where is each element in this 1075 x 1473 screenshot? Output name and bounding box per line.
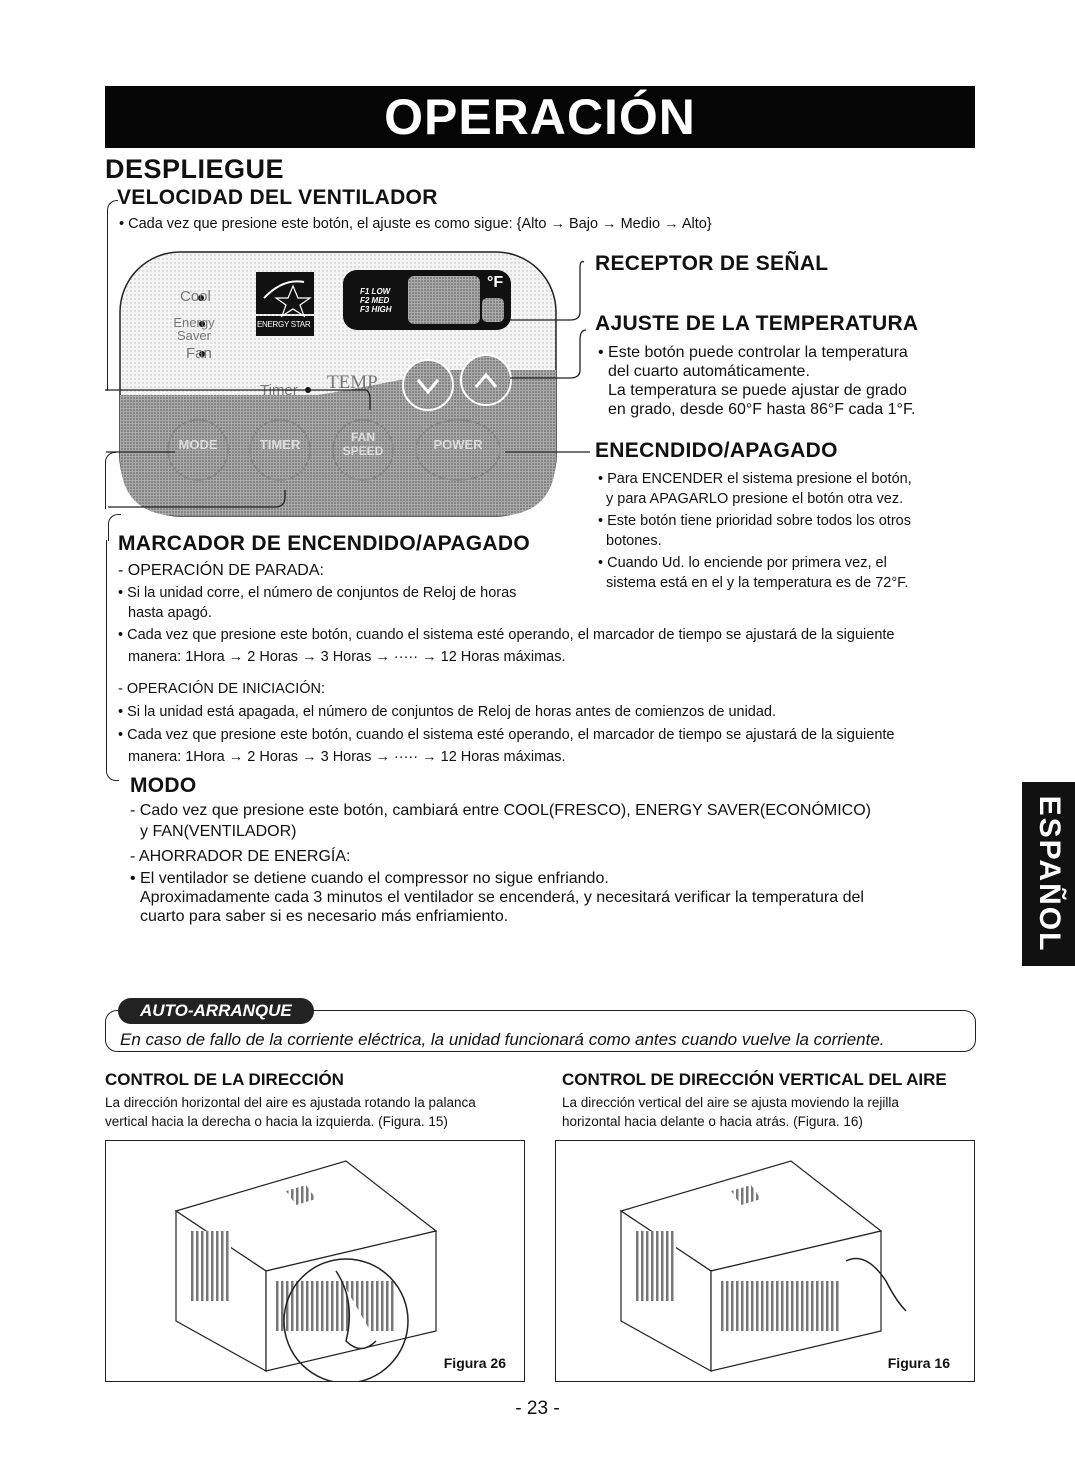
fan-level-med: F2 MED — [360, 296, 390, 305]
direction-v-l2: horizontal hacia delante o hacia atrás. (Figura. 16) — [562, 1114, 863, 1129]
mode-title: MODO — [130, 774, 197, 797]
fan-speed-title: VELOCIDAD DEL VENTILADOR — [117, 186, 438, 209]
timer-label: Timer — [260, 382, 298, 399]
ac-unit-illustration-h — [106, 1141, 524, 1381]
ac-unit-illustration-v — [556, 1141, 974, 1381]
temp-adjust-line3: La temperatura se puede ajustar de grado — [608, 382, 907, 399]
receptor-title: RECEPTOR DE SEÑAL — [595, 252, 829, 275]
timer-start-l2: • Cada vez que presione este botón, cuando el sistema esté operando, el marcador de tiempo se ajustará de la siguiente — [118, 727, 895, 743]
temp-adjust-line2: del cuarto automáticamente. — [608, 363, 810, 380]
indicator-energy-saver: Energy Saver — [173, 315, 215, 343]
mode-l2: y FAN(VENTILADOR) — [140, 823, 297, 840]
fan-level-high: F3 HIGH — [360, 305, 392, 314]
power-button[interactable]: POWER — [433, 437, 483, 452]
timer-stop-l1: • Si la unidad corre, el número de conjuntos de Reloj de horas — [118, 585, 517, 601]
figure-16-label: Figura 16 — [887, 1355, 950, 1371]
language-tab-label: ESPAÑOL — [1032, 795, 1066, 953]
mode-l1: - Cado vez que presione este botón, cambiará entre COOL(FRESCO), ENERGY SAVER(ECONÓMICO) — [130, 802, 871, 819]
temp-adjust-line4: en grado, desde 60°F hasta 86°F cada 1°F. — [608, 401, 916, 418]
timer-button[interactable]: TIMER — [259, 437, 301, 452]
power-line6: sistema está en el y la temperatura es de 72°F. — [606, 575, 909, 591]
mode-bracket — [106, 540, 119, 781]
timer-start-title: - OPERACIÓN DE INICIACIÓN: — [118, 681, 326, 697]
power-line4: botones. — [606, 533, 662, 549]
section-title: DESPLIEGUE — [105, 154, 285, 184]
timer-section-title: MARCADOR DE ENCENDIDO/APAGADO — [118, 532, 530, 555]
auto-restart-text: En caso de fallo de la corriente eléctrica, la unidad funcionará como antes cuando vuelve la corriente. — [120, 1030, 885, 1049]
mode-upper-bracket — [105, 452, 116, 509]
page-banner: OPERACIÓN — [105, 86, 975, 148]
fan-speed-button[interactable]: FAN SPEED — [342, 430, 384, 458]
degree-unit: °F — [487, 274, 504, 291]
direction-v-l1: La dirección vertical del aire se ajusta moviendo la rejilla — [562, 1095, 899, 1110]
temp-adjust-title: AJUSTE DE LA TEMPERATURA — [595, 312, 919, 335]
mode-l3: - AHORRADOR DE ENERGÍA: — [130, 848, 351, 865]
power-line3: • Este botón tiene prioridad sobre todos los otros — [598, 513, 911, 529]
power-line2: y para APAGARLO presione el botón otra vez. — [606, 491, 904, 507]
mode-l6: cuarto para saber si es necesario más enfriamiento. — [140, 908, 509, 925]
energy-star-label: ENERGY STAR — [257, 320, 311, 329]
direction-h-l2: vertical hacia la derecha o hacia la izquierda. (Figura. 15) — [105, 1114, 448, 1129]
auto-restart-label: AUTO-ARRANQUE — [118, 998, 314, 1024]
figure-16-box — [555, 1140, 975, 1382]
mode-l4: • El ventilador se detiene cuando el compressor no sigue enfriando. — [130, 870, 609, 887]
mode-button[interactable]: MODE — [178, 437, 218, 452]
timer-stop-l4: manera: 1Hora → 2 Horas → 3 Horas → ····· → 12 Horas máximas. — [128, 649, 566, 665]
timer-stop-title: - OPERACIÓN DE PARADA: — [118, 562, 324, 579]
power-line1: • Para ENCENDER el sistema presione el botón, — [598, 471, 912, 487]
timer-start-l3: manera: 1Hora → 2 Horas → 3 Horas → ····· → 12 Horas máximas. — [128, 749, 566, 765]
page-number: - 23 - — [515, 1398, 560, 1419]
direction-h-title: CONTROL DE LA DIRECCIÓN — [105, 1070, 344, 1089]
fan-speed-text: • Cada vez que presione este botón, el ajuste es como sigue: {Alto → Bajo → Medio → Alto} — [119, 216, 712, 232]
direction-h-l1: La dirección horizontal del aire es ajustada rotando la palanca — [105, 1095, 476, 1110]
indicator-cool: Cool — [180, 288, 211, 305]
language-tab — [1022, 782, 1075, 966]
leader-lines — [100, 240, 600, 550]
timer-stop-l3: • Cada vez que presione este botón, cuando el sistema esté operando, el marcador de tiempo se ajustará de la siguiente — [118, 627, 895, 643]
direction-v-title: CONTROL DE DIRECCIÓN VERTICAL DEL AIRE — [562, 1070, 947, 1089]
figure-26-label: Figura 26 — [443, 1355, 506, 1371]
timer-start-l1: • Si la unidad está apagada, el número de conjuntos de Reloj de horas antes de comienzos de unidad. — [118, 704, 777, 720]
mode-l5: Aproximadamente cada 3 minutos el ventilador se encenderá, y necesitará verificar la temperatura del — [140, 889, 864, 906]
power-title: ENECNDIDO/APAGADO — [595, 439, 838, 462]
timer-stop-l2: hasta apagó. — [128, 605, 212, 621]
temp-label: TEMP — [327, 372, 378, 393]
fan-level-low: F1 LOW — [360, 287, 391, 296]
figure-26-box — [105, 1140, 525, 1382]
power-line5: • Cuando Ud. lo enciende por primera vez, el — [598, 555, 887, 571]
temp-adjust-line1: • Este botón puede controlar la temperatura — [598, 344, 908, 361]
indicator-fan: Fan — [186, 345, 212, 362]
